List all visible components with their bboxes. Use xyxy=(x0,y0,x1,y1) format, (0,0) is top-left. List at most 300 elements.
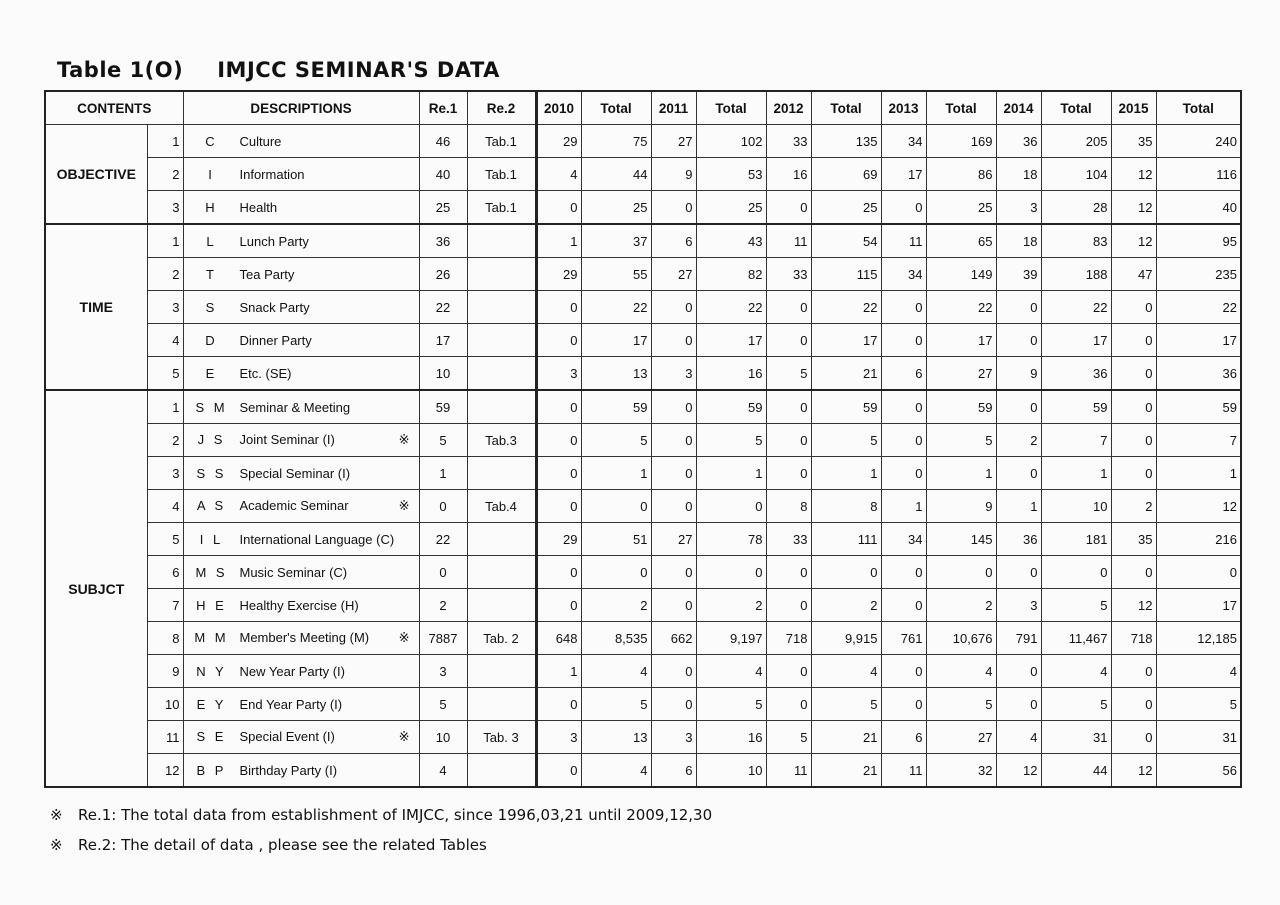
year-value-cell: 6 xyxy=(881,357,926,391)
year-value-cell: 718 xyxy=(1111,622,1156,655)
item-code: E xyxy=(205,365,218,381)
re1-cell: 2 xyxy=(419,589,467,622)
year-value-cell: 17 xyxy=(881,158,926,191)
item-code: I xyxy=(208,166,215,182)
year-value-cell: 29 xyxy=(536,125,581,158)
table-row xyxy=(45,490,1241,523)
total-value-cell: 116 xyxy=(1156,158,1241,191)
total-value-cell: 59 xyxy=(696,390,766,424)
row-number: 11 xyxy=(147,721,183,754)
total-value-cell: 95 xyxy=(1156,224,1241,258)
total-value-cell: 69 xyxy=(811,158,881,191)
total-value-cell: 4 xyxy=(1041,655,1111,688)
description-cell xyxy=(183,224,419,258)
description-cell xyxy=(183,655,419,688)
total-value-cell: 22 xyxy=(696,291,766,324)
row-number: 3 xyxy=(147,191,183,225)
table-row xyxy=(45,688,1241,721)
item-description: Academic Seminar xyxy=(239,498,349,513)
year-value-cell: 0 xyxy=(1111,721,1156,754)
description-cell xyxy=(183,357,419,391)
year-value-cell: 0 xyxy=(651,688,696,721)
table-row xyxy=(45,224,1241,258)
item-code: H E xyxy=(196,597,227,613)
total-value-cell: 17 xyxy=(581,324,651,357)
header-total-2015: Total xyxy=(1156,91,1241,125)
total-value-cell: 0 xyxy=(581,556,651,589)
item-description: Seminar & Meeting xyxy=(239,399,351,415)
total-value-cell: 9 xyxy=(926,490,996,523)
table-row xyxy=(45,589,1241,622)
re2-cell xyxy=(467,291,536,324)
year-value-cell: 0 xyxy=(766,291,811,324)
description-cell xyxy=(183,191,419,225)
item-description: Culture xyxy=(239,133,282,149)
table-row xyxy=(45,324,1241,357)
re2-cell xyxy=(467,523,536,556)
total-value-cell: 17 xyxy=(926,324,996,357)
item-code: T xyxy=(206,266,217,282)
total-value-cell: 31 xyxy=(1041,721,1111,754)
year-value-cell: 12 xyxy=(1111,224,1156,258)
re2-cell xyxy=(467,457,536,490)
year-value-cell: 11 xyxy=(766,224,811,258)
re2-cell xyxy=(467,655,536,688)
total-value-cell: 25 xyxy=(696,191,766,225)
year-value-cell: 0 xyxy=(881,457,926,490)
year-value-cell: 0 xyxy=(536,457,581,490)
year-value-cell: 12 xyxy=(1111,589,1156,622)
item-code: H xyxy=(205,199,218,215)
description-cell xyxy=(183,390,419,424)
total-value-cell: 135 xyxy=(811,125,881,158)
total-value-cell: 9,197 xyxy=(696,622,766,655)
header-total-2013: Total xyxy=(926,91,996,125)
total-value-cell: 1 xyxy=(696,457,766,490)
header-2015: 2015 xyxy=(1111,91,1156,125)
total-value-cell: 59 xyxy=(926,390,996,424)
table-row xyxy=(45,125,1241,158)
header-descriptions: DESCRIPTIONS xyxy=(183,91,419,125)
year-value-cell: 0 xyxy=(536,424,581,457)
total-value-cell: 111 xyxy=(811,523,881,556)
item-description: Lunch Party xyxy=(239,233,309,249)
total-value-cell: 205 xyxy=(1041,125,1111,158)
year-value-cell: 0 xyxy=(766,688,811,721)
year-value-cell: 36 xyxy=(996,523,1041,556)
total-value-cell: 54 xyxy=(811,224,881,258)
total-value-cell: 59 xyxy=(1041,390,1111,424)
total-value-cell: 0 xyxy=(581,490,651,523)
header-re2: Re.2 xyxy=(467,91,536,125)
total-value-cell: 4 xyxy=(811,655,881,688)
total-value-cell: 53 xyxy=(696,158,766,191)
year-value-cell: 0 xyxy=(651,191,696,225)
note-mark: ※ xyxy=(50,806,63,824)
year-value-cell: 33 xyxy=(766,523,811,556)
total-value-cell: 13 xyxy=(581,721,651,754)
total-value-cell: 4 xyxy=(581,655,651,688)
table-row xyxy=(45,457,1241,490)
row-number: 7 xyxy=(147,589,183,622)
year-value-cell: 4 xyxy=(996,721,1041,754)
description-cell xyxy=(183,125,419,158)
year-value-cell: 0 xyxy=(881,191,926,225)
year-value-cell: 0 xyxy=(1111,457,1156,490)
row-number: 3 xyxy=(147,457,183,490)
re1-cell: 1 xyxy=(419,457,467,490)
year-value-cell: 0 xyxy=(881,324,926,357)
re2-cell: Tab. 3 xyxy=(467,721,536,754)
item-code: D xyxy=(205,332,218,348)
description-cell xyxy=(183,457,419,490)
description-cell xyxy=(183,721,419,754)
total-value-cell: 10 xyxy=(696,754,766,788)
total-value-cell: 82 xyxy=(696,258,766,291)
item-description: Special Seminar (I) xyxy=(239,465,351,481)
total-value-cell: 22 xyxy=(926,291,996,324)
total-value-cell: 5 xyxy=(696,688,766,721)
year-value-cell: 0 xyxy=(651,291,696,324)
year-value-cell: 11 xyxy=(881,754,926,788)
footnote-text: Re.2: The detail of data , please see the related Tables xyxy=(78,836,487,854)
total-value-cell: 10,676 xyxy=(926,622,996,655)
year-value-cell: 29 xyxy=(536,258,581,291)
total-value-cell: 145 xyxy=(926,523,996,556)
item-description: Information xyxy=(239,166,305,182)
year-value-cell: 0 xyxy=(766,589,811,622)
year-value-cell: 35 xyxy=(1111,523,1156,556)
footnote xyxy=(50,830,712,860)
item-description: Special Event (I) xyxy=(239,729,335,744)
year-value-cell: 0 xyxy=(536,688,581,721)
item-description: Member's Meeting (M) xyxy=(239,630,370,645)
year-value-cell: 34 xyxy=(881,125,926,158)
row-number: 3 xyxy=(147,291,183,324)
description-cell xyxy=(183,158,419,191)
total-value-cell: 5 xyxy=(696,424,766,457)
item-code: B P xyxy=(196,762,227,778)
total-value-cell: 181 xyxy=(1041,523,1111,556)
row-number: 4 xyxy=(147,490,183,523)
total-value-cell: 25 xyxy=(926,191,996,225)
re1-cell: 7887 xyxy=(419,622,467,655)
table-row xyxy=(45,556,1241,589)
year-value-cell: 35 xyxy=(1111,125,1156,158)
total-value-cell: 11,467 xyxy=(1041,622,1111,655)
total-value-cell: 5 xyxy=(811,688,881,721)
total-value-cell: 12,185 xyxy=(1156,622,1241,655)
total-value-cell: 22 xyxy=(581,291,651,324)
header-2010: 2010 xyxy=(536,91,581,125)
re1-cell: 22 xyxy=(419,291,467,324)
year-value-cell: 11 xyxy=(881,224,926,258)
re1-cell: 0 xyxy=(419,556,467,589)
re2-cell xyxy=(467,224,536,258)
total-value-cell: 5 xyxy=(581,424,651,457)
total-value-cell: 17 xyxy=(696,324,766,357)
row-number: 10 xyxy=(147,688,183,721)
table-row xyxy=(45,424,1241,457)
description-cell xyxy=(183,556,419,589)
re1-cell: 17 xyxy=(419,324,467,357)
re2-cell xyxy=(467,324,536,357)
total-value-cell: 56 xyxy=(1156,754,1241,788)
description-cell xyxy=(183,754,419,788)
year-value-cell: 0 xyxy=(1111,556,1156,589)
seminar-data-table xyxy=(44,90,1242,788)
table-row xyxy=(45,523,1241,556)
total-value-cell: 36 xyxy=(1156,357,1241,391)
row-number: 5 xyxy=(147,357,183,391)
total-value-cell: 83 xyxy=(1041,224,1111,258)
total-value-cell: 188 xyxy=(1041,258,1111,291)
table-row xyxy=(45,754,1241,788)
total-value-cell: 31 xyxy=(1156,721,1241,754)
row-number: 5 xyxy=(147,523,183,556)
re1-cell: 46 xyxy=(419,125,467,158)
re1-cell: 59 xyxy=(419,390,467,424)
re1-cell: 5 xyxy=(419,688,467,721)
re2-cell: Tab.1 xyxy=(467,158,536,191)
total-value-cell: 17 xyxy=(1156,324,1241,357)
item-description: End Year Party (I) xyxy=(239,696,343,712)
item-description: Tea Party xyxy=(239,266,295,282)
year-value-cell: 1 xyxy=(536,655,581,688)
year-value-cell: 0 xyxy=(1111,655,1156,688)
total-value-cell: 43 xyxy=(696,224,766,258)
total-value-cell: 59 xyxy=(581,390,651,424)
item-description: Birthday Party (I) xyxy=(239,762,338,778)
year-value-cell: 0 xyxy=(881,655,926,688)
year-value-cell: 0 xyxy=(651,490,696,523)
re2-cell xyxy=(467,754,536,788)
total-value-cell: 10 xyxy=(1041,490,1111,523)
year-value-cell: 0 xyxy=(536,191,581,225)
re2-cell: Tab.3 xyxy=(467,424,536,457)
row-number: 2 xyxy=(147,158,183,191)
description-cell xyxy=(183,589,419,622)
year-value-cell: 3 xyxy=(536,721,581,754)
total-value-cell: 7 xyxy=(1041,424,1111,457)
year-value-cell: 0 xyxy=(536,291,581,324)
total-value-cell: 22 xyxy=(1041,291,1111,324)
total-value-cell: 1 xyxy=(1156,457,1241,490)
year-value-cell: 0 xyxy=(651,457,696,490)
total-value-cell: 86 xyxy=(926,158,996,191)
re2-cell xyxy=(467,589,536,622)
description-cell xyxy=(183,324,419,357)
row-number: 1 xyxy=(147,390,183,424)
table-row xyxy=(45,291,1241,324)
total-value-cell: 1 xyxy=(1041,457,1111,490)
total-value-cell: 149 xyxy=(926,258,996,291)
year-value-cell: 0 xyxy=(536,589,581,622)
year-value-cell: 3 xyxy=(651,357,696,391)
table-row xyxy=(45,158,1241,191)
header-total-2014: Total xyxy=(1041,91,1111,125)
note-mark: ※ xyxy=(398,498,410,513)
total-value-cell: 17 xyxy=(1156,589,1241,622)
seminar-data-table-wrap xyxy=(44,90,1242,788)
total-value-cell: 2 xyxy=(581,589,651,622)
year-value-cell: 12 xyxy=(996,754,1041,788)
year-value-cell: 0 xyxy=(766,390,811,424)
total-value-cell: 102 xyxy=(696,125,766,158)
year-value-cell: 0 xyxy=(881,291,926,324)
total-value-cell: 2 xyxy=(696,589,766,622)
item-code: N Y xyxy=(196,663,227,679)
total-value-cell: 0 xyxy=(1156,556,1241,589)
year-value-cell: 0 xyxy=(536,324,581,357)
item-code: S M xyxy=(195,399,228,415)
description-cell xyxy=(183,258,419,291)
year-value-cell: 27 xyxy=(651,523,696,556)
total-value-cell: 44 xyxy=(1041,754,1111,788)
item-code: A S xyxy=(196,498,227,513)
year-value-cell: 1 xyxy=(881,490,926,523)
year-value-cell: 4 xyxy=(536,158,581,191)
year-value-cell: 0 xyxy=(766,424,811,457)
re2-cell: Tab.1 xyxy=(467,125,536,158)
re2-cell xyxy=(467,357,536,391)
row-number: 9 xyxy=(147,655,183,688)
year-value-cell: 0 xyxy=(536,754,581,788)
table-heading: IMJCC SEMINAR'S DATA xyxy=(217,58,500,82)
re2-cell xyxy=(467,688,536,721)
year-value-cell: 2 xyxy=(1111,490,1156,523)
note-mark: ※ xyxy=(398,729,410,744)
header-re1: Re.1 xyxy=(419,91,467,125)
total-value-cell: 28 xyxy=(1041,191,1111,225)
year-value-cell: 0 xyxy=(1111,291,1156,324)
total-value-cell: 21 xyxy=(811,357,881,391)
header-2014: 2014 xyxy=(996,91,1041,125)
header-contents: CONTENTS xyxy=(45,91,183,125)
description-cell xyxy=(183,523,419,556)
total-value-cell: 5 xyxy=(581,688,651,721)
row-number: 2 xyxy=(147,258,183,291)
re1-cell: 3 xyxy=(419,655,467,688)
item-description: Healthy Exercise (H) xyxy=(239,597,359,613)
total-value-cell: 16 xyxy=(696,721,766,754)
year-value-cell: 12 xyxy=(1111,158,1156,191)
total-value-cell: 22 xyxy=(811,291,881,324)
note-mark: ※ xyxy=(398,630,410,645)
total-value-cell: 216 xyxy=(1156,523,1241,556)
year-value-cell: 0 xyxy=(1111,424,1156,457)
re1-cell: 10 xyxy=(419,357,467,391)
year-value-cell: 0 xyxy=(881,390,926,424)
year-value-cell: 0 xyxy=(651,424,696,457)
footnote-text: Re.1: The total data from establishment of IMJCC, since 1996,03,21 until 2009,12,30 xyxy=(78,806,713,824)
table-row xyxy=(45,655,1241,688)
total-value-cell: 240 xyxy=(1156,125,1241,158)
header-total-2010: Total xyxy=(581,91,651,125)
total-value-cell: 37 xyxy=(581,224,651,258)
header-total-2011: Total xyxy=(696,91,766,125)
year-value-cell: 791 xyxy=(996,622,1041,655)
year-value-cell: 18 xyxy=(996,158,1041,191)
item-description: New Year Party (I) xyxy=(239,663,345,679)
re1-cell: 5 xyxy=(419,424,467,457)
total-value-cell: 5 xyxy=(926,424,996,457)
year-value-cell: 1 xyxy=(996,490,1041,523)
year-value-cell: 6 xyxy=(651,754,696,788)
year-value-cell: 3 xyxy=(536,357,581,391)
re1-cell: 22 xyxy=(419,523,467,556)
year-value-cell: 18 xyxy=(996,224,1041,258)
year-value-cell: 6 xyxy=(881,721,926,754)
year-value-cell: 27 xyxy=(651,125,696,158)
re1-cell: 25 xyxy=(419,191,467,225)
year-value-cell: 16 xyxy=(766,158,811,191)
total-value-cell: 17 xyxy=(1041,324,1111,357)
year-value-cell: 36 xyxy=(996,125,1041,158)
item-code: S E xyxy=(196,729,227,744)
note-mark: ※ xyxy=(398,432,410,447)
total-value-cell: 25 xyxy=(811,191,881,225)
year-value-cell: 0 xyxy=(996,556,1041,589)
item-description: Etc. (SE) xyxy=(239,365,292,381)
year-value-cell: 47 xyxy=(1111,258,1156,291)
year-value-cell: 0 xyxy=(536,490,581,523)
note-mark: ※ xyxy=(50,836,63,854)
year-value-cell: 12 xyxy=(1111,754,1156,788)
re1-cell: 10 xyxy=(419,721,467,754)
total-value-cell: 0 xyxy=(811,556,881,589)
item-code: S S xyxy=(196,465,227,481)
group-label: SUBJCT xyxy=(45,390,147,787)
year-value-cell: 0 xyxy=(1111,324,1156,357)
item-code: I L xyxy=(199,531,224,547)
year-value-cell: 12 xyxy=(1111,191,1156,225)
year-value-cell: 27 xyxy=(651,258,696,291)
year-value-cell: 33 xyxy=(766,125,811,158)
year-value-cell: 9 xyxy=(996,357,1041,391)
year-value-cell: 761 xyxy=(881,622,926,655)
total-value-cell: 65 xyxy=(926,224,996,258)
year-value-cell: 0 xyxy=(651,655,696,688)
year-value-cell: 0 xyxy=(881,589,926,622)
header-row xyxy=(45,91,1241,125)
total-value-cell: 12 xyxy=(1156,490,1241,523)
year-value-cell: 0 xyxy=(1111,390,1156,424)
year-value-cell: 5 xyxy=(766,357,811,391)
total-value-cell: 75 xyxy=(581,125,651,158)
total-value-cell: 5 xyxy=(926,688,996,721)
group-label: OBJECTIVE xyxy=(45,125,147,225)
item-code: C xyxy=(205,133,218,149)
year-value-cell: 29 xyxy=(536,523,581,556)
total-value-cell: 25 xyxy=(581,191,651,225)
year-value-cell: 39 xyxy=(996,258,1041,291)
total-value-cell: 22 xyxy=(1156,291,1241,324)
total-value-cell: 0 xyxy=(696,556,766,589)
total-value-cell: 2 xyxy=(811,589,881,622)
year-value-cell: 0 xyxy=(996,688,1041,721)
total-value-cell: 104 xyxy=(1041,158,1111,191)
year-value-cell: 0 xyxy=(996,291,1041,324)
group-label: TIME xyxy=(45,224,147,390)
header-total-2012: Total xyxy=(811,91,881,125)
total-value-cell: 0 xyxy=(696,490,766,523)
item-code: L xyxy=(206,233,217,249)
item-code: S xyxy=(205,299,218,315)
table-number: Table 1(O) xyxy=(57,58,184,82)
re1-cell: 40 xyxy=(419,158,467,191)
total-value-cell: 0 xyxy=(926,556,996,589)
